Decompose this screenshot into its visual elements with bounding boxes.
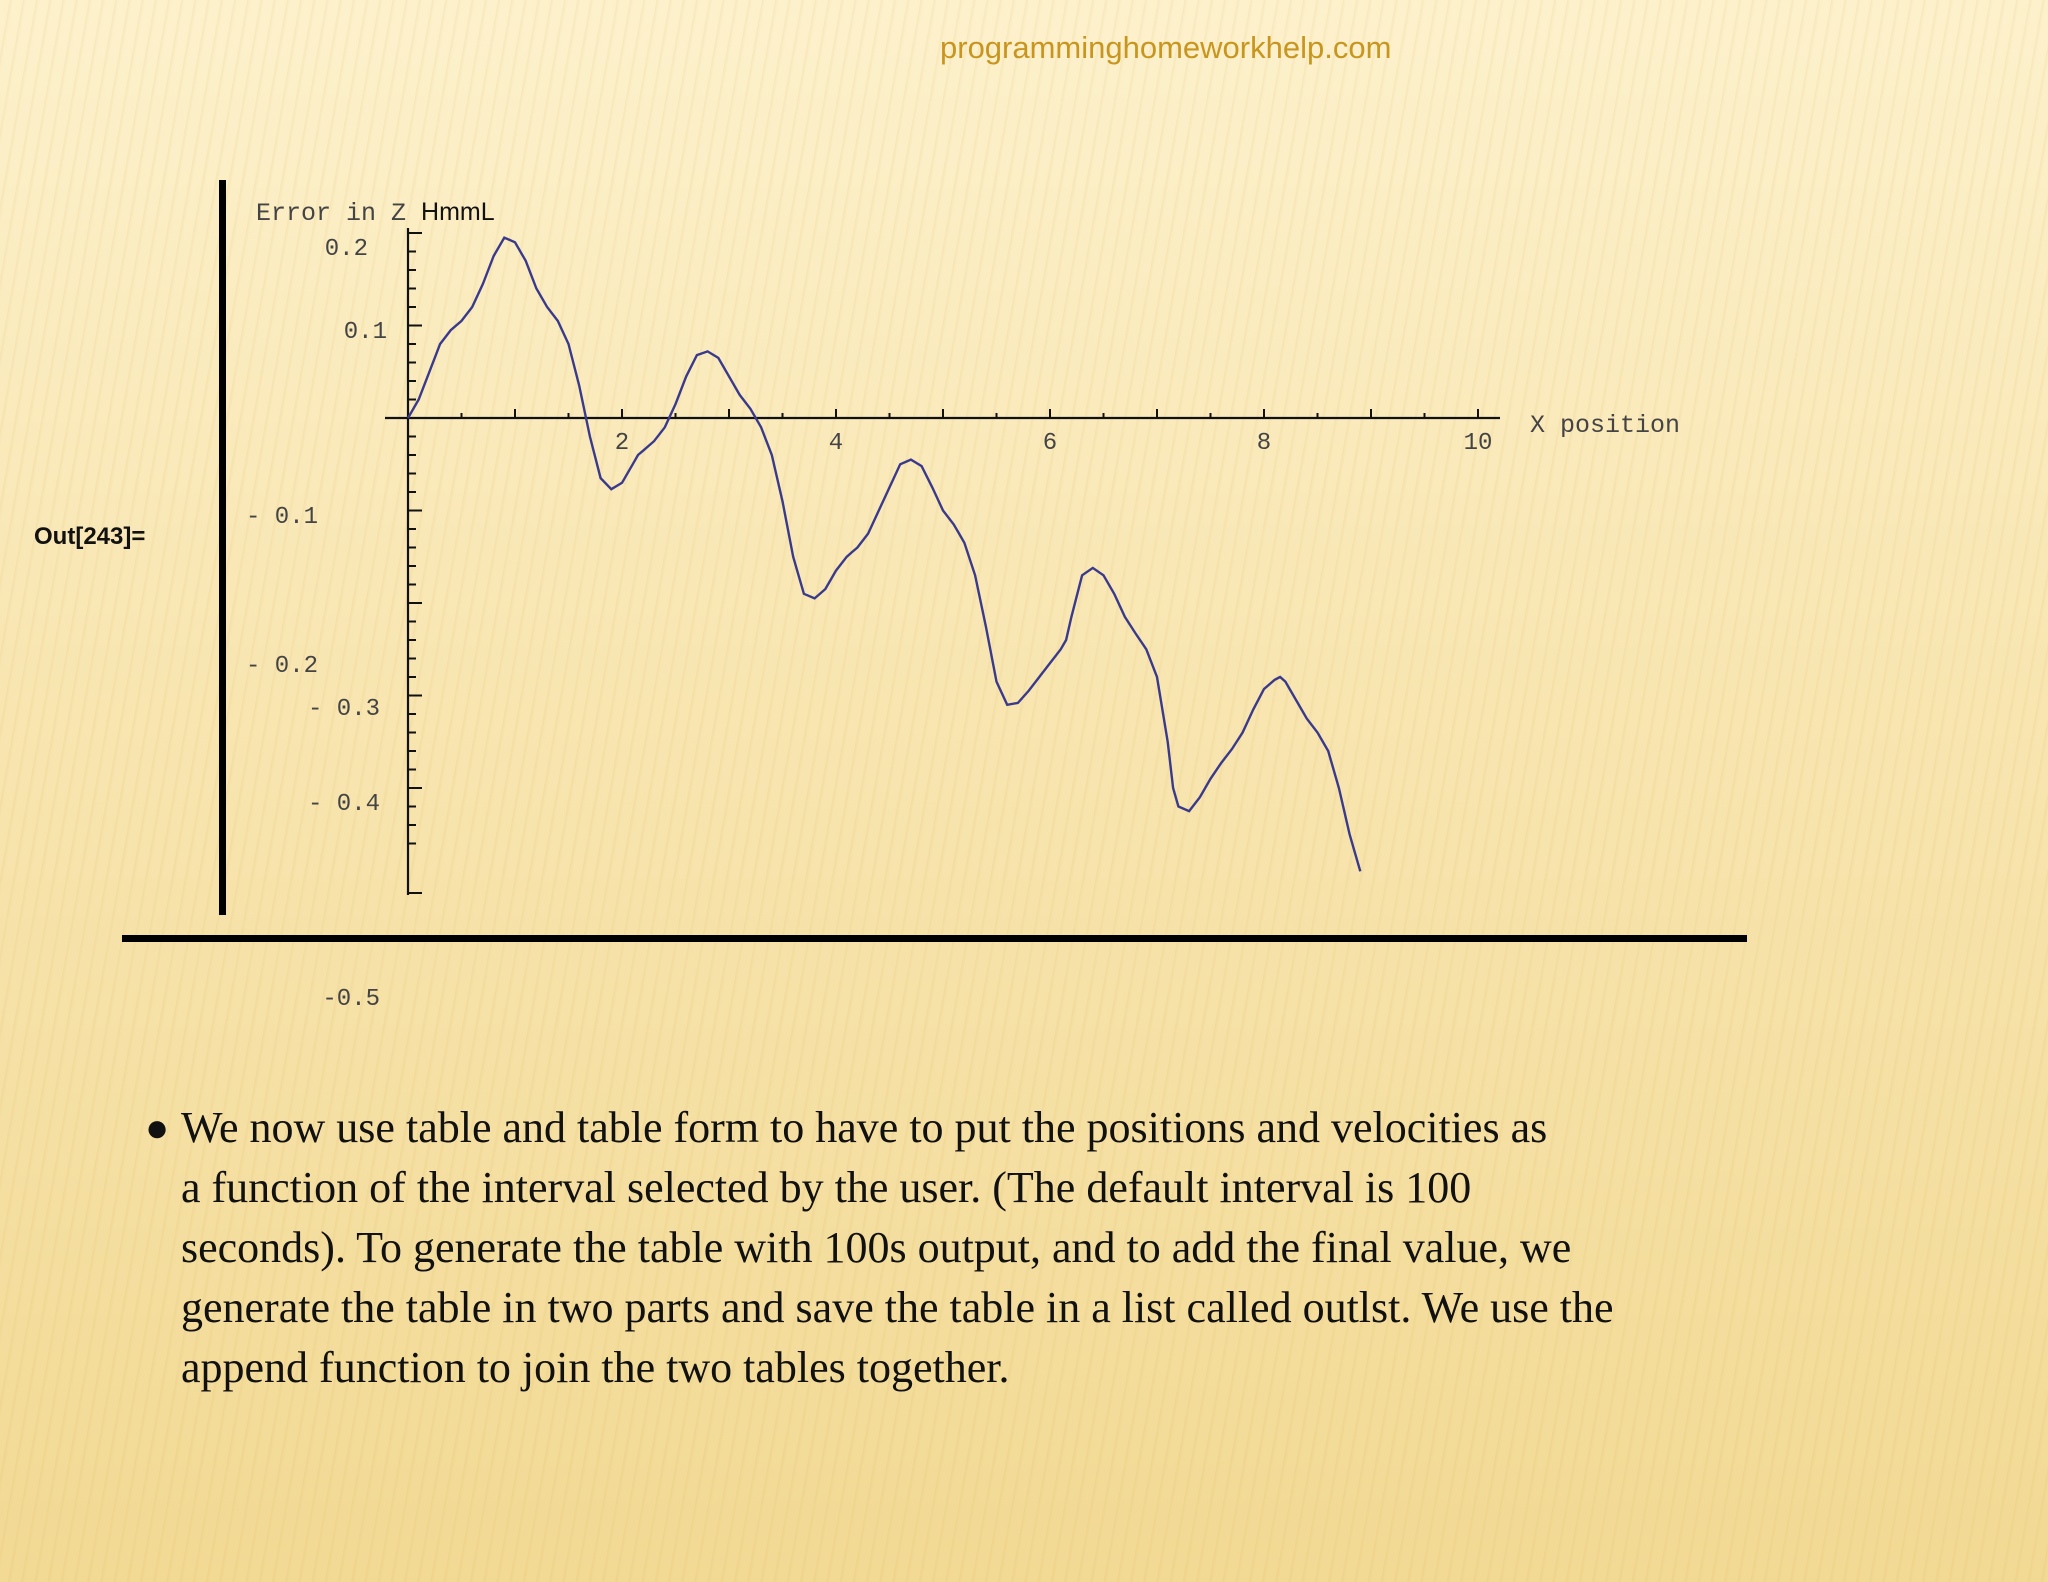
x-tick-label: 6 (1042, 430, 1058, 457)
y-axis-label (256, 198, 495, 228)
x-tick-label: 4 (828, 430, 844, 457)
bullet-line: a function of the interval selected by the user. (The default interval is 100 (181, 1163, 1472, 1212)
y-tick-label: - 0.2 (245, 653, 318, 680)
tick-marks (408, 233, 1478, 893)
y-tick-labels (246, 236, 387, 1013)
bullet-line: generate the table in two parts and save the table in a list called outlst. We use the (181, 1283, 1614, 1332)
y-tick-label: - 0.4 (307, 791, 380, 818)
y-tick-label: 0.2 (324, 236, 368, 263)
x-tick-label: 8 (1256, 430, 1272, 457)
y-tick-label: 0.1 (343, 319, 387, 346)
bullet-text (181, 1098, 1881, 1398)
watermark-text: programminghomeworkhelp.com (940, 30, 1392, 65)
y-axis-label-part-2: HmmL (421, 198, 495, 226)
y-tick-label: - 0.3 (307, 696, 380, 723)
bullet-line: seconds). To generate the table with 100s output, and to add the final value, we (181, 1223, 1572, 1272)
x-axis-label: X position (1530, 411, 1681, 440)
y-tick-label: -0.5 (322, 986, 380, 1013)
bullet-line: append function to join the two tables together. (181, 1343, 1010, 1392)
axes (385, 228, 1500, 895)
y-axis-label-part-1: Error in Z (256, 199, 422, 228)
output-cell-label: Out[243]= (34, 523, 146, 550)
cell-divider (122, 935, 1747, 942)
x-tick-label: 10 (1463, 430, 1493, 457)
x-tick-labels (615, 430, 1493, 457)
y-tick-label: - 0.1 (245, 504, 318, 531)
x-tick-label: 2 (614, 430, 630, 457)
bullet-marker: ● (145, 1105, 170, 1150)
series-line (408, 238, 1360, 872)
bullet-line: We now use table and table form to have to put the positions and velocities as (181, 1103, 1548, 1152)
